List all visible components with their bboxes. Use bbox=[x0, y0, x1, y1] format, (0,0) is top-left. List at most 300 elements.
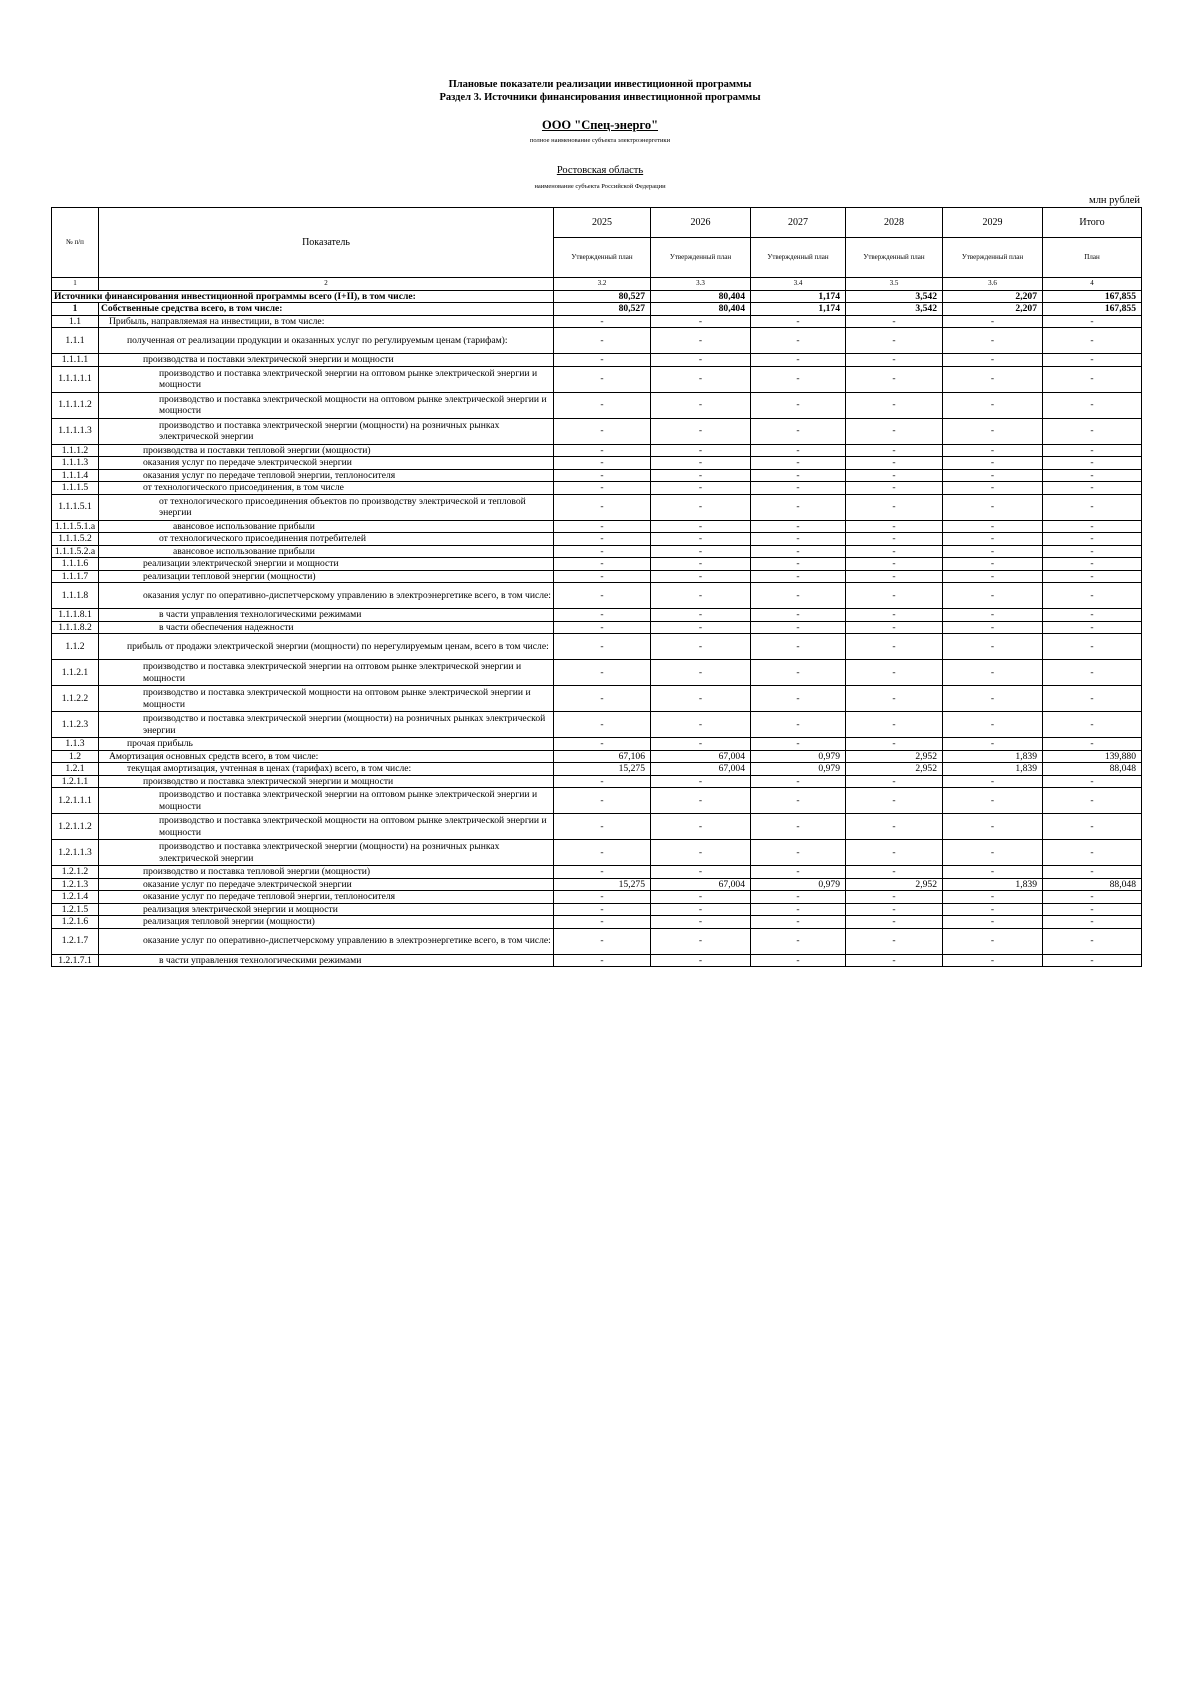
row-value: 67,106 bbox=[554, 750, 651, 763]
row-number: 1.1.2.2 bbox=[52, 686, 99, 712]
row-value: - bbox=[651, 928, 751, 954]
column-number: 3.2 bbox=[554, 278, 651, 291]
row-total: - bbox=[1043, 866, 1142, 879]
row-label: оказания услуг по передаче тепловой энергии, теплоносителя bbox=[99, 469, 554, 482]
row-value: - bbox=[943, 444, 1043, 457]
row-value: - bbox=[943, 520, 1043, 533]
row-total: - bbox=[1043, 583, 1142, 609]
row-number: 1.1.1.2 bbox=[52, 444, 99, 457]
row-value: - bbox=[943, 775, 1043, 788]
row-value: 2,207 bbox=[943, 303, 1043, 316]
row-number: 1.1.1.1 bbox=[52, 354, 99, 367]
region-name-text: Ростовская область bbox=[556, 165, 644, 176]
row-value: - bbox=[943, 583, 1043, 609]
row-value: - bbox=[751, 392, 846, 418]
row-value: 1,174 bbox=[751, 303, 846, 316]
header-year: 2029 bbox=[943, 208, 1043, 238]
row-total: - bbox=[1043, 457, 1142, 470]
row-value: - bbox=[554, 891, 651, 904]
row-value: - bbox=[554, 328, 651, 354]
row-value: 80,404 bbox=[651, 290, 751, 303]
row-total: - bbox=[1043, 494, 1142, 520]
row-value: - bbox=[651, 814, 751, 840]
row-number: 1.2.1.7.1 bbox=[52, 954, 99, 967]
row-number: 1.2.1.3 bbox=[52, 878, 99, 891]
row-total: - bbox=[1043, 328, 1142, 354]
row-value: - bbox=[943, 494, 1043, 520]
row-label: полученная от реализации продукции и оказанных услуг по регулируемым ценам (тарифам): bbox=[99, 328, 554, 354]
table-row bbox=[52, 878, 1142, 891]
row-label: оказания услуг по оперативно-диспетчерскому управлению в электроэнергетике всего, в том числе: bbox=[99, 583, 554, 609]
header-total-plan: План bbox=[1043, 238, 1142, 278]
header-year: 2028 bbox=[846, 208, 943, 238]
row-value: - bbox=[846, 520, 943, 533]
row-value: - bbox=[846, 457, 943, 470]
column-number: 3.4 bbox=[751, 278, 846, 291]
row-value: 15,275 bbox=[554, 763, 651, 776]
row-value: - bbox=[751, 840, 846, 866]
row-label: производство и поставка электрической энергии на оптовом рынке электрической энергии и мощности bbox=[99, 366, 554, 392]
row-label: производство и поставка электрической энергии на оптовом рынке электрической энергии и мощности bbox=[99, 660, 554, 686]
region-name bbox=[0, 165, 1200, 176]
row-value: - bbox=[943, 738, 1043, 751]
row-value: - bbox=[554, 558, 651, 571]
column-number: 2 bbox=[99, 278, 554, 291]
table-row bbox=[52, 609, 1142, 622]
table-row bbox=[52, 840, 1142, 866]
table-row bbox=[52, 954, 1142, 967]
row-value: - bbox=[554, 814, 651, 840]
table-row bbox=[52, 520, 1142, 533]
row-value: - bbox=[751, 788, 846, 814]
row-number: 1.2.1.6 bbox=[52, 916, 99, 929]
table-row bbox=[52, 354, 1142, 367]
row-value: - bbox=[846, 840, 943, 866]
row-value: - bbox=[554, 457, 651, 470]
row-number: 1.1.1.1.3 bbox=[52, 418, 99, 444]
row-value: 2,207 bbox=[943, 290, 1043, 303]
row-value: - bbox=[751, 814, 846, 840]
row-total: - bbox=[1043, 444, 1142, 457]
row-total: - bbox=[1043, 840, 1142, 866]
header-plan: Утвержденный план bbox=[846, 238, 943, 278]
row-label: производство и поставка электрической энергии на оптовом рынке электрической энергии и мощности bbox=[99, 788, 554, 814]
row-value: - bbox=[846, 533, 943, 546]
table-row bbox=[52, 570, 1142, 583]
column-number: 4 bbox=[1043, 278, 1142, 291]
row-value: - bbox=[651, 494, 751, 520]
row-total: - bbox=[1043, 315, 1142, 328]
row-label: от технологического присоединения потребителей bbox=[99, 533, 554, 546]
row-value: - bbox=[651, 520, 751, 533]
row-value: - bbox=[651, 444, 751, 457]
row-label: реализации тепловой энергии (мощности) bbox=[99, 570, 554, 583]
units-label: млн рублей bbox=[1089, 195, 1140, 206]
row-label: производство и поставка электрической мощности на оптовом рынке электрической энергии и мощности bbox=[99, 814, 554, 840]
row-value: - bbox=[554, 366, 651, 392]
row-value: - bbox=[751, 570, 846, 583]
row-number: 1.2 bbox=[52, 750, 99, 763]
row-value: - bbox=[846, 738, 943, 751]
row-number: 1.2.1.2 bbox=[52, 866, 99, 879]
row-total: 139,880 bbox=[1043, 750, 1142, 763]
row-total: - bbox=[1043, 954, 1142, 967]
row-number: 1.2.1.4 bbox=[52, 891, 99, 904]
row-value: - bbox=[751, 621, 846, 634]
row-value: - bbox=[846, 328, 943, 354]
row-value: - bbox=[846, 418, 943, 444]
row-value: - bbox=[943, 634, 1043, 660]
row-number: 1.2.1.1.1 bbox=[52, 788, 99, 814]
row-number: 1.1.2.3 bbox=[52, 712, 99, 738]
row-value: - bbox=[943, 570, 1043, 583]
row-value: - bbox=[751, 775, 846, 788]
row-value: - bbox=[554, 533, 651, 546]
row-value: - bbox=[943, 712, 1043, 738]
column-number: 3.6 bbox=[943, 278, 1043, 291]
financing-table bbox=[51, 207, 1142, 967]
table-row bbox=[52, 750, 1142, 763]
table-row bbox=[52, 545, 1142, 558]
row-total: - bbox=[1043, 788, 1142, 814]
row-value: - bbox=[943, 545, 1043, 558]
row-value: - bbox=[651, 891, 751, 904]
row-value: - bbox=[846, 558, 943, 571]
row-total: - bbox=[1043, 558, 1142, 571]
row-value: 1,839 bbox=[943, 878, 1043, 891]
row-label: производство и поставка электрической мощности на оптовом рынке электрической энергии и мощности bbox=[99, 686, 554, 712]
row-value: - bbox=[943, 366, 1043, 392]
row-value: - bbox=[943, 660, 1043, 686]
row-total: - bbox=[1043, 712, 1142, 738]
row-value: - bbox=[554, 738, 651, 751]
row-number: 1.1.1.5.1.a bbox=[52, 520, 99, 533]
row-value: - bbox=[651, 866, 751, 879]
row-number: 1.1.1.5.1 bbox=[52, 494, 99, 520]
header-year: 2026 bbox=[651, 208, 751, 238]
row-value: - bbox=[554, 840, 651, 866]
row-value: - bbox=[846, 570, 943, 583]
row-number: 1.1.1.1.1 bbox=[52, 366, 99, 392]
row-label: в части управления технологическими режимами bbox=[99, 609, 554, 622]
row-label: прибыль от продажи электрической энергии (мощности) по нерегулируемым ценам, всего в том числе: bbox=[99, 634, 554, 660]
row-value: - bbox=[751, 469, 846, 482]
row-label: производство и поставка электрической энергии (мощности) на розничных рынках электрической энергии bbox=[99, 712, 554, 738]
row-value: 3,542 bbox=[846, 290, 943, 303]
row-value: - bbox=[846, 866, 943, 879]
row-number: 1.1.1.5.2.a bbox=[52, 545, 99, 558]
row-label: Источники финансирования инвестиционной программы всего (I+II), в том числе: bbox=[52, 290, 554, 303]
row-value: - bbox=[554, 712, 651, 738]
row-value: - bbox=[943, 891, 1043, 904]
row-value: - bbox=[651, 457, 751, 470]
row-value: - bbox=[554, 392, 651, 418]
row-value: - bbox=[651, 775, 751, 788]
row-number: 1.2.1.7 bbox=[52, 928, 99, 954]
table-row bbox=[52, 866, 1142, 879]
row-value: - bbox=[651, 570, 751, 583]
row-value: - bbox=[651, 533, 751, 546]
row-value: - bbox=[751, 444, 846, 457]
row-total: - bbox=[1043, 354, 1142, 367]
row-value: - bbox=[554, 954, 651, 967]
row-number: 1 bbox=[52, 303, 99, 316]
row-value: - bbox=[846, 814, 943, 840]
row-value: - bbox=[943, 558, 1043, 571]
row-label: производство и поставка тепловой энергии (мощности) bbox=[99, 866, 554, 879]
row-value: 0,979 bbox=[751, 750, 846, 763]
row-value: - bbox=[846, 775, 943, 788]
row-number: 1.1.1.7 bbox=[52, 570, 99, 583]
row-value: - bbox=[554, 418, 651, 444]
table-row bbox=[52, 469, 1142, 482]
row-label: авансовое использование прибыли bbox=[99, 545, 554, 558]
row-label: текущая амортизация, учтенная в ценах (тарифах) всего, в том числе: bbox=[99, 763, 554, 776]
row-value: - bbox=[554, 788, 651, 814]
table-row bbox=[52, 366, 1142, 392]
row-value: - bbox=[846, 315, 943, 328]
row-value: - bbox=[846, 366, 943, 392]
table-row bbox=[52, 712, 1142, 738]
row-value: - bbox=[846, 545, 943, 558]
row-value: - bbox=[751, 315, 846, 328]
row-total: - bbox=[1043, 609, 1142, 622]
row-value: - bbox=[751, 954, 846, 967]
row-value: - bbox=[943, 392, 1043, 418]
row-number: 1.2.1 bbox=[52, 763, 99, 776]
row-value: - bbox=[943, 903, 1043, 916]
row-label: от технологического присоединения объектов по производству электрической и тепловой энергии bbox=[99, 494, 554, 520]
row-total: - bbox=[1043, 928, 1142, 954]
row-value: - bbox=[846, 634, 943, 660]
row-value: - bbox=[651, 840, 751, 866]
row-value: - bbox=[751, 609, 846, 622]
row-number: 1.1 bbox=[52, 315, 99, 328]
row-label: реализации электрической энергии и мощности bbox=[99, 558, 554, 571]
table-row bbox=[52, 916, 1142, 929]
column-number: 3.5 bbox=[846, 278, 943, 291]
row-number: 1.1.3 bbox=[52, 738, 99, 751]
row-label: Прибыль, направляемая на инвестиции, в том числе: bbox=[99, 315, 554, 328]
row-value: 0,979 bbox=[751, 763, 846, 776]
row-number: 1.1.1.5.2 bbox=[52, 533, 99, 546]
row-number: 1.2.1.1 bbox=[52, 775, 99, 788]
report-title: Плановые показатели реализации инвестиционной программы bbox=[448, 79, 752, 90]
row-value: - bbox=[651, 315, 751, 328]
row-value: 2,952 bbox=[846, 750, 943, 763]
row-value: 1,839 bbox=[943, 750, 1043, 763]
row-value: - bbox=[943, 928, 1043, 954]
row-value: - bbox=[554, 609, 651, 622]
row-value: - bbox=[751, 545, 846, 558]
row-value: 67,004 bbox=[651, 750, 751, 763]
section-title: Раздел 3. Источники финансирования инвестиционной программы bbox=[439, 92, 761, 103]
table-row bbox=[52, 891, 1142, 904]
row-value: - bbox=[651, 712, 751, 738]
row-total: - bbox=[1043, 903, 1142, 916]
row-value: - bbox=[751, 558, 846, 571]
row-number: 1.2.1.5 bbox=[52, 903, 99, 916]
row-value: - bbox=[651, 418, 751, 444]
row-total: 88,048 bbox=[1043, 878, 1142, 891]
row-label: Амортизация основных средств всего, в том числе: bbox=[99, 750, 554, 763]
row-label: производства и поставки электрической энергии и мощности bbox=[99, 354, 554, 367]
row-total: - bbox=[1043, 916, 1142, 929]
row-total: - bbox=[1043, 520, 1142, 533]
row-total: - bbox=[1043, 686, 1142, 712]
row-value: - bbox=[846, 891, 943, 904]
row-value: - bbox=[943, 621, 1043, 634]
row-value: - bbox=[943, 354, 1043, 367]
row-value: - bbox=[943, 315, 1043, 328]
row-value: - bbox=[651, 583, 751, 609]
row-value: - bbox=[943, 482, 1043, 495]
row-total: - bbox=[1043, 366, 1142, 392]
row-label: реализация тепловой энергии (мощности) bbox=[99, 916, 554, 929]
table-row bbox=[52, 290, 1142, 303]
row-value: - bbox=[943, 457, 1043, 470]
row-total: - bbox=[1043, 392, 1142, 418]
row-value: - bbox=[751, 916, 846, 929]
row-value: - bbox=[554, 916, 651, 929]
row-value: - bbox=[943, 840, 1043, 866]
column-number: 3.3 bbox=[651, 278, 751, 291]
table-row bbox=[52, 583, 1142, 609]
table-row bbox=[52, 775, 1142, 788]
row-label: реализация электрической энергии и мощности bbox=[99, 903, 554, 916]
row-value: - bbox=[846, 660, 943, 686]
row-value: - bbox=[651, 788, 751, 814]
row-value: - bbox=[651, 558, 751, 571]
row-number: 1.2.1.1.3 bbox=[52, 840, 99, 866]
row-total: - bbox=[1043, 545, 1142, 558]
row-value: - bbox=[651, 686, 751, 712]
row-label: оказания услуг по передаче электрической энергии bbox=[99, 457, 554, 470]
row-total: - bbox=[1043, 891, 1142, 904]
table-row bbox=[52, 315, 1142, 328]
row-value: 67,004 bbox=[651, 763, 751, 776]
header-plan: Утвержденный план bbox=[751, 238, 846, 278]
table-row bbox=[52, 418, 1142, 444]
header-total: Итого bbox=[1043, 208, 1142, 238]
row-value: 1,839 bbox=[943, 763, 1043, 776]
row-value: 0,979 bbox=[751, 878, 846, 891]
row-value: - bbox=[846, 928, 943, 954]
row-value: - bbox=[651, 328, 751, 354]
row-value: - bbox=[554, 660, 651, 686]
organization-name bbox=[0, 118, 1200, 133]
row-label: Собственные средства всего, в том числе: bbox=[99, 303, 554, 316]
row-number: 1.1.1 bbox=[52, 328, 99, 354]
row-value: - bbox=[751, 583, 846, 609]
row-value: - bbox=[751, 328, 846, 354]
region-caption: наименование субъекта Российской Федерации bbox=[534, 183, 666, 190]
row-total: - bbox=[1043, 660, 1142, 686]
row-value: - bbox=[943, 609, 1043, 622]
row-value: - bbox=[651, 738, 751, 751]
table-row bbox=[52, 533, 1142, 546]
row-value: 2,952 bbox=[846, 878, 943, 891]
row-label: производства и поставки тепловой энергии (мощности) bbox=[99, 444, 554, 457]
row-value: 80,527 bbox=[554, 303, 651, 316]
table-row bbox=[52, 903, 1142, 916]
organization-caption: полное наименование субъекта электроэнергетики bbox=[529, 137, 671, 144]
row-value: - bbox=[943, 418, 1043, 444]
table-row bbox=[52, 763, 1142, 776]
row-value: 15,275 bbox=[554, 878, 651, 891]
row-total: - bbox=[1043, 621, 1142, 634]
row-value: - bbox=[554, 520, 651, 533]
row-number: 1.1.1.8.1 bbox=[52, 609, 99, 622]
table-row bbox=[52, 634, 1142, 660]
table-row bbox=[52, 621, 1142, 634]
row-value: - bbox=[943, 814, 1043, 840]
row-total: - bbox=[1043, 418, 1142, 444]
row-value: - bbox=[943, 954, 1043, 967]
row-value: - bbox=[751, 686, 846, 712]
row-value: - bbox=[751, 634, 846, 660]
row-value: - bbox=[751, 520, 846, 533]
row-value: - bbox=[751, 928, 846, 954]
row-value: - bbox=[651, 545, 751, 558]
row-label: прочая прибыль bbox=[99, 738, 554, 751]
table-body bbox=[52, 290, 1142, 967]
row-value: - bbox=[554, 354, 651, 367]
row-value: - bbox=[751, 712, 846, 738]
row-value: - bbox=[554, 315, 651, 328]
row-total: - bbox=[1043, 482, 1142, 495]
row-number: 1.1.1.1.2 bbox=[52, 392, 99, 418]
row-label: производство и поставка электрической энергии и мощности bbox=[99, 775, 554, 788]
row-value: - bbox=[554, 903, 651, 916]
row-value: 3,542 bbox=[846, 303, 943, 316]
row-value: - bbox=[943, 469, 1043, 482]
table-row bbox=[52, 494, 1142, 520]
row-number: 1.1.1.8.2 bbox=[52, 621, 99, 634]
row-label: оказание услуг по передаче электрической энергии bbox=[99, 878, 554, 891]
row-number: 1.2.1.1.2 bbox=[52, 814, 99, 840]
row-value: - bbox=[751, 418, 846, 444]
row-value: - bbox=[651, 634, 751, 660]
row-value: - bbox=[651, 903, 751, 916]
row-value: - bbox=[554, 621, 651, 634]
table-row bbox=[52, 328, 1142, 354]
row-number: 1.1.1.3 bbox=[52, 457, 99, 470]
row-label: от технологического присоединения, в том числе bbox=[99, 482, 554, 495]
row-value: - bbox=[554, 482, 651, 495]
row-label: в части обеспечения надежности bbox=[99, 621, 554, 634]
row-total: - bbox=[1043, 814, 1142, 840]
row-value: - bbox=[651, 660, 751, 686]
row-value: - bbox=[751, 533, 846, 546]
row-total: - bbox=[1043, 775, 1142, 788]
table-row bbox=[52, 686, 1142, 712]
row-value: - bbox=[846, 494, 943, 520]
row-value: - bbox=[554, 583, 651, 609]
row-value: - bbox=[846, 788, 943, 814]
row-value: - bbox=[651, 354, 751, 367]
row-value: - bbox=[846, 609, 943, 622]
row-total: 167,855 bbox=[1043, 290, 1142, 303]
table-row bbox=[52, 457, 1142, 470]
row-value: - bbox=[554, 469, 651, 482]
row-value: - bbox=[751, 494, 846, 520]
row-total: 167,855 bbox=[1043, 303, 1142, 316]
table-row bbox=[52, 738, 1142, 751]
organization-name-text: ООО "Спец-энерго" bbox=[541, 118, 659, 132]
row-number: 1.1.1.6 bbox=[52, 558, 99, 571]
row-value: - bbox=[554, 866, 651, 879]
